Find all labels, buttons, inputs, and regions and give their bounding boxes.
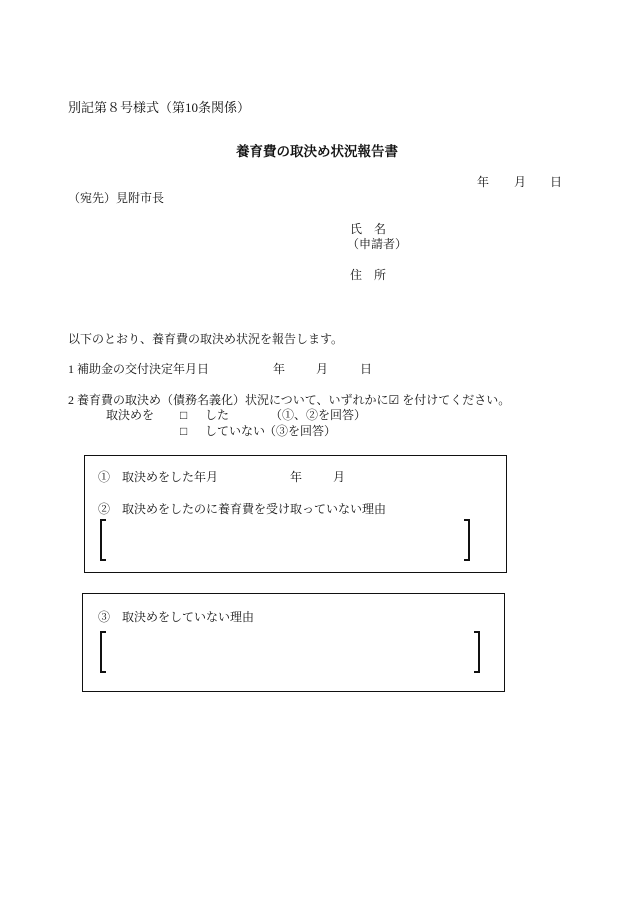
option-decided-note: （①、②を回答） (270, 408, 367, 422)
q1-month-field[interactable] (304, 470, 331, 484)
date-month-label: 月 (514, 175, 527, 189)
q1-label: ① 取決めをした年月 (98, 470, 219, 484)
q2-left-bracket (100, 519, 106, 561)
q3-right-bracket (474, 631, 480, 673)
item1-month-field[interactable] (287, 362, 314, 376)
item1-day-label: 日 (360, 362, 373, 376)
applicant-name-label: 氏 名 (350, 222, 387, 236)
applicant-role-label: （申請者） (347, 237, 408, 251)
q3-left-bracket (100, 631, 106, 673)
item1-day-field[interactable] (330, 362, 358, 376)
checkbox-not-decided[interactable]: □ (180, 424, 188, 438)
item2-label: 2 養育費の取決め（債務名義化）状況について、いずれかに☑ を付けてください。 (68, 393, 511, 407)
item1-label: 1 補助金の交付決定年月日 (68, 362, 210, 376)
date-day-field[interactable] (527, 175, 549, 189)
date-year-field[interactable] (440, 175, 474, 189)
item1-year-label: 年 (273, 362, 286, 376)
applicant-address-label: 住 所 (350, 268, 387, 282)
date-month-field[interactable] (490, 175, 512, 189)
date-year-label: 年 (477, 175, 490, 189)
option-not-decided-note: （③を回答） (264, 424, 337, 438)
intro-text: 以下のとおり、養育費の取決め状況を報告します。 (68, 332, 344, 346)
q3-label: ③ 取決めをしていない理由 (98, 610, 255, 624)
decision-label: 取決めを (106, 408, 155, 422)
applicant-name-field[interactable] (400, 222, 580, 236)
date-day-label: 日 (550, 175, 563, 189)
q2-right-bracket (464, 519, 470, 561)
checkbox-decided[interactable]: □ (180, 408, 188, 422)
q2-reason-input[interactable] (110, 520, 462, 560)
form-number: 別記第８号様式（第10条関係） (68, 100, 251, 115)
q1-year-field[interactable] (250, 470, 288, 484)
applicant-address-field[interactable] (400, 268, 580, 282)
option-not-decided-label: していない (205, 424, 266, 438)
q2-label: ② 取決めをしたのに養育費を受け取っていない理由 (98, 502, 387, 516)
addressee: （宛先）見附市長 (68, 191, 165, 205)
page-title: 養育費の取決め状況報告書 (236, 144, 398, 159)
item1-month-label: 月 (316, 362, 329, 376)
q1-month-label: 月 (333, 470, 346, 484)
option-decided-label: した (205, 408, 230, 422)
q3-reason-input[interactable] (110, 632, 472, 672)
item1-year-field[interactable] (232, 362, 270, 376)
q1-year-label: 年 (290, 470, 303, 484)
